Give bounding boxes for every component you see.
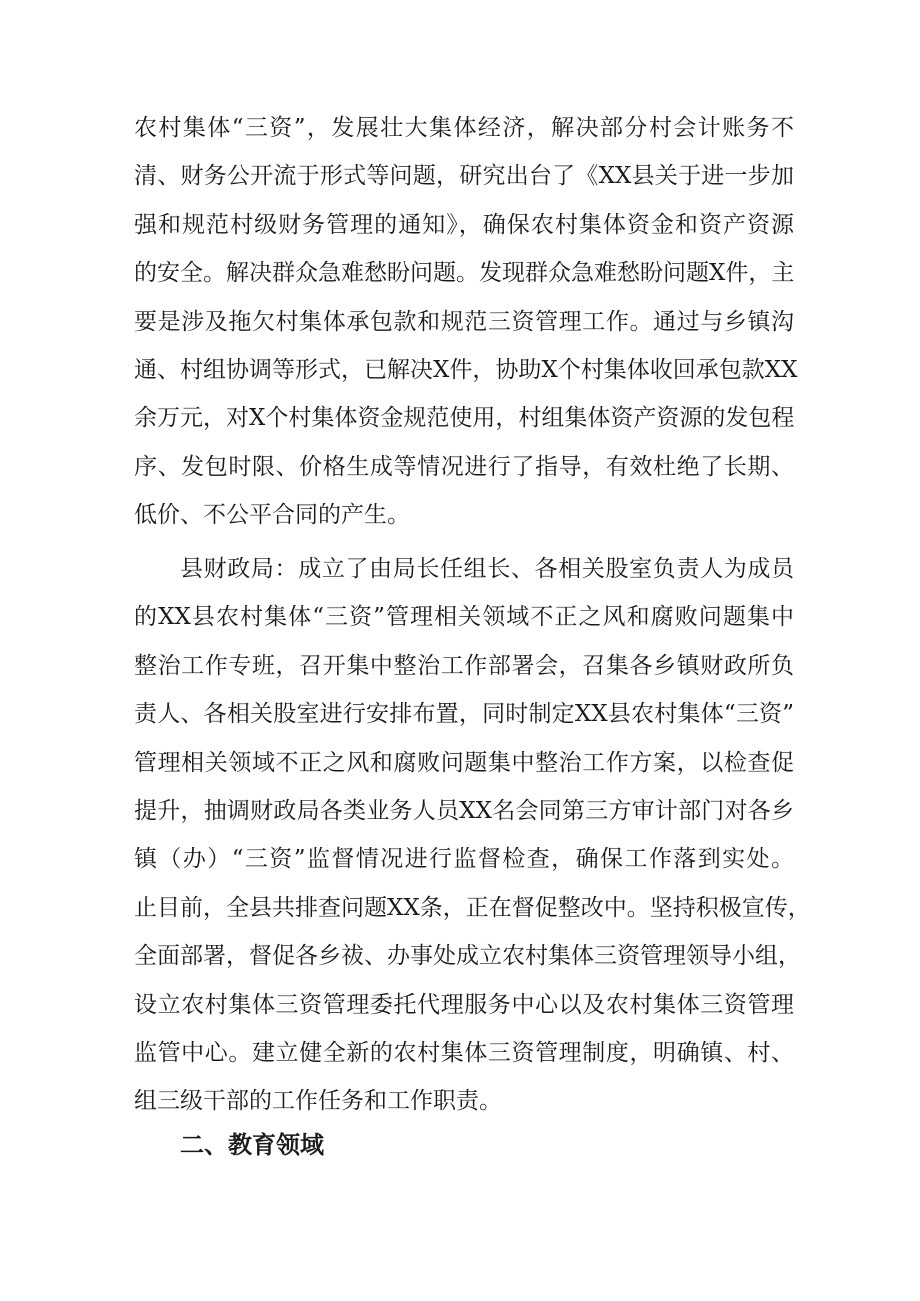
- text-line: 监管中心。建立健全新的农村集体三资管理制度，明确镇、村、: [134, 1039, 794, 1066]
- paragraph-finance-bureau: [134, 545, 811, 1126]
- text-line: 责人、各相关股室进行安排布置，同时制定XX县农村集体“三资”: [134, 701, 794, 728]
- text-line: 农村集体“三资”，发展壮大集体经济，解决部分村会计账务不: [134, 115, 794, 141]
- text-line: 提升，抽调财政局各类业务人员XX名会同第三方审计部门对各乡: [134, 797, 794, 824]
- text-line: 镇（办）“三资”监督情况进行监督检查，确保工作落到实处。: [134, 846, 794, 873]
- text-line: 低价、不公平合同的产生。: [134, 502, 410, 529]
- text-line: 止目前，全县共排查问题XX条，正在督促整改中。坚持积极宣传，: [134, 894, 811, 921]
- paragraph-rural-assets: [134, 104, 798, 540]
- text-line: 的安全。解决群众急难愁盼问题。发现群众急难愁盼问题X件，主: [134, 260, 795, 287]
- text-line: 要是涉及拖欠村集体承包款和规范三资管理工作。通过与乡镇沟: [134, 308, 794, 335]
- text-line: 清、财务公开流于形式等问题，研究出台了《XX县关于进一步加: [134, 163, 794, 190]
- text-line: 余万元，对X个村集体资金规范使用，村组集体资产资源的发包程: [134, 405, 795, 432]
- text-line: 管理相关领域不正之风和腐败问题集中整治工作方案，以检查促: [134, 749, 794, 776]
- text-line: 整治工作专班，召开集中整治工作部署会，召集各乡镇财政所负: [134, 652, 794, 679]
- text-line: 组三级干部的工作任务和工作职责。: [134, 1088, 502, 1115]
- section-heading-education: 二、教育领域: [180, 1131, 324, 1159]
- text-line: 强和规范村级财务管理的通知》，确保农村集体资金和资产资源: [134, 211, 794, 238]
- text-line: 通、村组协调等形式，已解决X件，协助X个村集体收回承包款XX: [134, 356, 798, 383]
- text-line: 县财政局：成立了由局长任组长、各相关股室负责人为成员: [180, 556, 794, 582]
- text-line: 全面部署，督促各乡祓、办事处成立农村集体三资管理领导小组，: [134, 943, 801, 970]
- text-line: 序、发包时限、价格生成等情况进行了指导，有效杜绝了长期、: [134, 453, 794, 480]
- text-line: 的XX县农村集体“三资”管理相关领域不正之风和腐败问题集中: [134, 604, 794, 631]
- text-line: 设立农村集体三资管理委托代理服务中心以及农村集体三资管理: [134, 991, 794, 1018]
